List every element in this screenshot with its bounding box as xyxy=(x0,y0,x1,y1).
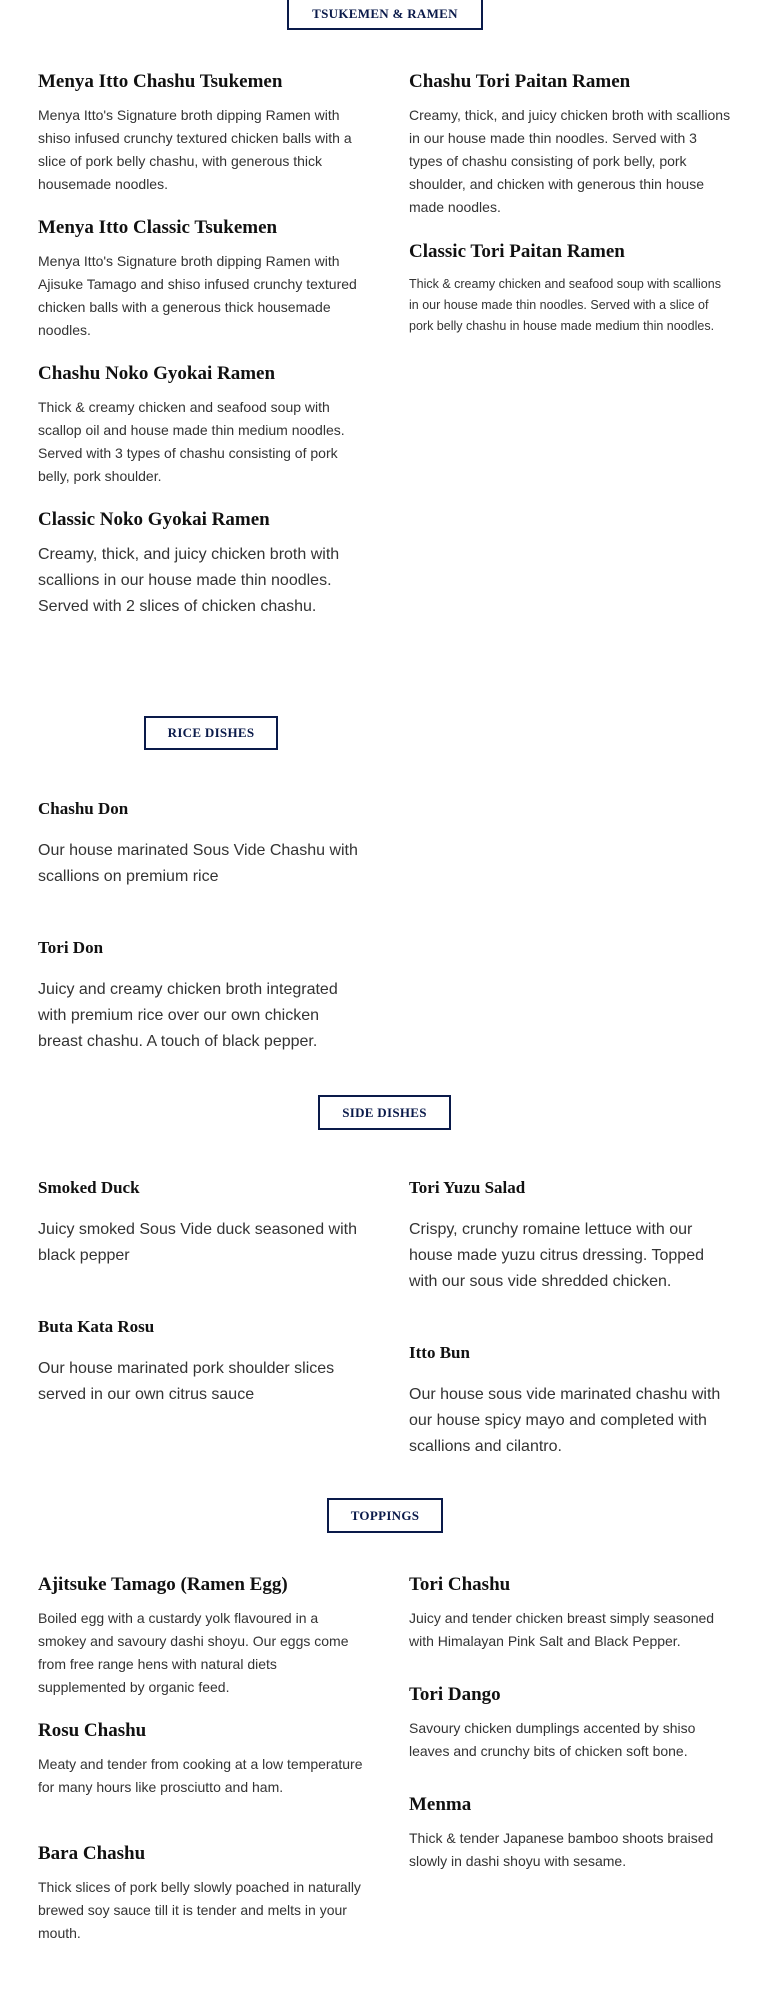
menu-item-description: Thick & tender Japanese bamboo shoots braised slowly in dashi shoyu with sesame. xyxy=(409,1830,714,1869)
menu-item-description: Juicy and creamy chicken broth integrated with premium rice over our own chicken breast chashu. A touch of black pepper. xyxy=(38,981,338,1050)
section-button-side-dishes[interactable]: SIDE DISHES xyxy=(318,1095,451,1130)
menu-item-tori-dango xyxy=(409,1683,734,1763)
menu-item-description: Creamy, thick, and juicy chicken broth with scallions in our house made thin noodles. Served with 2 slices of chicken chashu. xyxy=(38,546,340,615)
section-button-rice-dishes[interactable]: RICE DISHES xyxy=(144,716,278,750)
menu-item-menma xyxy=(409,1793,734,1873)
menu-item-classic-noko-gyokai-ramen xyxy=(38,508,363,620)
menu-item-description: Thick slices of pork belly slowly poached in naturally brewed soy sauce till it is tender and melts in your mouth. xyxy=(38,1879,361,1941)
menu-item-name: Tori Chashu xyxy=(409,1574,511,1595)
menu-item-name: Ajitsuke Tamago (Ramen Egg) xyxy=(38,1574,288,1595)
menu-item-name: Rosu Chashu xyxy=(38,1720,147,1741)
menu-item-name: Chashu Tori Paitan Ramen xyxy=(409,71,631,92)
menu-item-description: Meaty and tender from cooking at a low temperature for many hours like prosciutto and ham. xyxy=(38,1756,363,1795)
menu-item-bara-chashu xyxy=(38,1842,363,1945)
menu-item-name: Tori Yuzu Salad xyxy=(409,1178,526,1197)
menu-item-name: Tori Don xyxy=(38,938,104,957)
menu-item-description: Our house marinated Sous Vide Chashu with scallions on premium rice xyxy=(38,842,358,885)
menu-item-description: Thick & creamy chicken and seafood soup with scallions in our house made thin noodles. Served with a slice of pork belly chashu in house made medium thin noodles. xyxy=(409,277,721,333)
menu-item-name: Itto Bun xyxy=(409,1343,470,1362)
menu-item-buta-kata-rosu xyxy=(38,1316,363,1408)
menu-item-description: Creamy, thick, and juicy chicken broth with scallions in our house made thin noodles. Served with 3 types of chashu consisting of pork belly, pork shoulder, and chicken with generous thin house made noodles. xyxy=(409,107,731,215)
menu-item-smoked-duck xyxy=(38,1177,363,1269)
menu-item-description: Menya Itto's Signature broth dipping Ramen with Ajisuke Tamago and shiso infused crunchy textured chicken balls with a generous thick housemade noodles. xyxy=(38,253,357,338)
menu-item-name: Tori Dango xyxy=(409,1684,501,1705)
menu-item-name: Classic Noko Gyokai Ramen xyxy=(38,509,270,530)
menu-item-name: Menya Itto Chashu Tsukemen xyxy=(38,71,283,92)
menu-item-itto-bun xyxy=(409,1342,734,1460)
menu-item-chashu-tori-paitan-ramen xyxy=(409,70,734,219)
menu-item-rosu-chashu xyxy=(38,1719,363,1799)
menu-item-description: Boiled egg with a custardy yolk flavoured in a smokey and savoury dashi shoyu. Our eggs come from free range hens with natural diets supplemented by organic feed. xyxy=(38,1610,349,1695)
menu-item-ajitsuke-tamago xyxy=(38,1573,363,1699)
menu-item-name: Classic Tori Paitan Ramen xyxy=(409,241,625,262)
menu-item-chashu-don xyxy=(38,798,363,890)
menu-item-classic-tori-paitan-ramen xyxy=(409,240,734,337)
section-button-toppings[interactable]: TOPPINGS xyxy=(327,1498,443,1533)
menu-item-name: Chashu Don xyxy=(38,799,129,818)
menu-item-description: Our house sous vide marinated chashu with our house spicy mayo and completed with scallions and cilantro. xyxy=(409,1386,721,1455)
menu-item-name: Menma xyxy=(409,1794,472,1815)
menu-item-name: Menya Itto Classic Tsukemen xyxy=(38,217,278,238)
menu-item-description: Crispy, crunchy romaine lettuce with our house made yuzu citrus dressing. Topped with our sous vide shredded chicken. xyxy=(409,1221,704,1290)
menu-item-description: Juicy smoked Sous Vide duck seasoned with black pepper xyxy=(38,1221,357,1264)
menu-item-description: Juicy and tender chicken breast simply seasoned with Himalayan Pink Salt and Black Pepper. xyxy=(409,1610,715,1649)
menu-item-name: Bara Chashu xyxy=(38,1843,146,1864)
menu-item-description: Our house marinated pork shoulder slices served in our own citrus sauce xyxy=(38,1360,335,1403)
menu-item-description: Savoury chicken dumplings accented by shiso leaves and crunchy bits of chicken soft bone. xyxy=(409,1720,696,1759)
menu-item-menya-itto-chashu-tsukemen xyxy=(38,70,363,196)
menu-item-description: Menya Itto's Signature broth dipping Ramen with shiso infused crunchy textured chicken balls with a slice of pork belly chashu, with generous thick housemade noodles. xyxy=(38,107,352,192)
menu-item-tori-yuzu-salad xyxy=(409,1177,734,1295)
menu-item-menya-itto-classic-tsukemen xyxy=(38,216,363,342)
menu-item-description: Thick & creamy chicken and seafood soup with scallop oil and house made thin medium noodles. Served with 3 types of chashu consisting of pork belly, pork shoulder. xyxy=(38,399,345,484)
menu-item-name: Smoked Duck xyxy=(38,1178,140,1197)
menu-item-tori-don xyxy=(38,937,363,1055)
menu-item-tori-chashu xyxy=(409,1573,734,1653)
menu-item-name: Chashu Noko Gyokai Ramen xyxy=(38,363,276,384)
menu-item-chashu-noko-gyokai-ramen xyxy=(38,362,363,488)
menu-item-name: Buta Kata Rosu xyxy=(38,1317,155,1336)
section-button-tsukemen-ramen[interactable]: TSUKEMEN & RAMEN xyxy=(287,0,483,30)
